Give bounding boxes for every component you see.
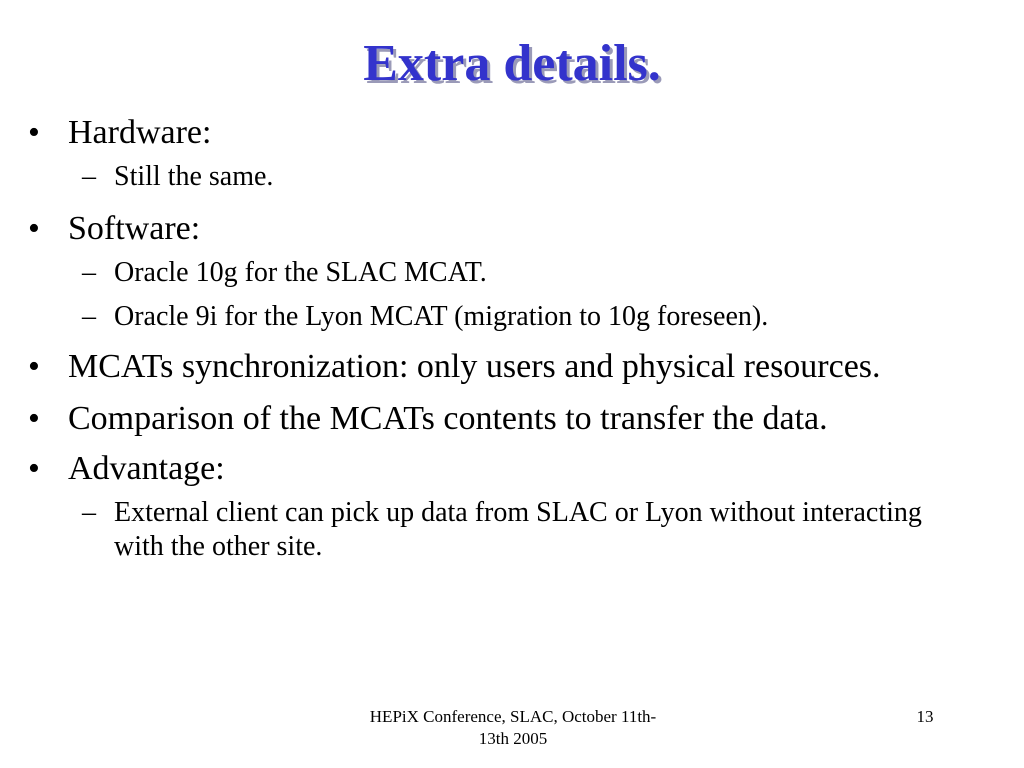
page-number: 13 <box>916 707 934 726</box>
bullet-software <box>28 208 964 250</box>
bullet-text: Advantage: <box>68 450 225 487</box>
bullet-hardware <box>28 112 964 154</box>
sub-bullet-marker: – <box>82 161 96 192</box>
bullet-marker: • <box>28 348 40 385</box>
slide-title: Extra details. <box>363 35 661 92</box>
bullet-marker: • <box>28 114 40 151</box>
bullet-marker: • <box>28 400 40 437</box>
slide-footer: HEPiX Conference, SLAC, October 11th-13th 2005 <box>369 707 657 748</box>
sub-bullet-marker: – <box>82 301 96 332</box>
bullet-marker: • <box>28 210 40 247</box>
sub-bullet-oracle-10g <box>82 256 964 290</box>
sub-bullet-oracle-9i <box>82 300 964 334</box>
sub-bullet-marker: – <box>82 257 96 288</box>
bullet-text: Software: <box>68 210 201 247</box>
bullet-mcat-comparison <box>28 398 964 440</box>
sub-bullet-text: Oracle 10g for the SLAC MCAT. <box>114 257 487 288</box>
bullet-marker: • <box>28 450 40 487</box>
bullet-text: Hardware: <box>68 114 212 151</box>
sub-bullet-hardware-same <box>82 160 964 194</box>
bullet-mcat-sync <box>28 346 964 388</box>
sub-bullet-text: Still the same. <box>114 161 274 192</box>
bullet-text: MCATs synchronization: only users and physical resources. <box>68 348 881 385</box>
bullet-text: Comparison of the MCATs contents to transfer the data. <box>68 400 828 437</box>
sub-bullet-text: Oracle 9i for the Lyon MCAT (migration to 10g foreseen). <box>114 301 769 332</box>
sub-bullet-marker: – <box>82 497 96 528</box>
slide-content <box>0 112 1024 574</box>
sub-bullet-text: External client can pick up data from SLAC or Lyon without interacting with the other site. <box>114 497 922 562</box>
bullet-advantage <box>28 448 964 490</box>
sub-bullet-external-client <box>82 496 964 564</box>
